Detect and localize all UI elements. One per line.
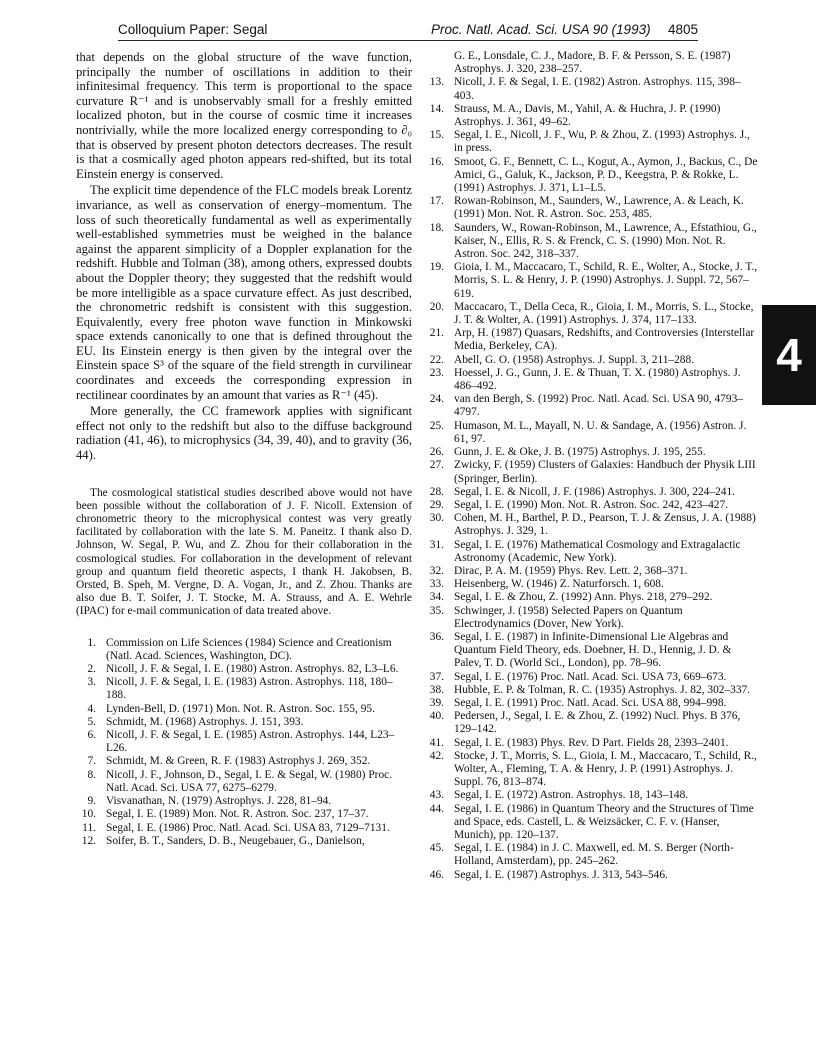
reference-text: Gunn, J. E. & Oke, J. B. (1975) Astrophys. J. 195, 255. <box>454 446 706 459</box>
reference-item <box>424 301 758 327</box>
journal-citation: Proc. Natl. Acad. Sci. USA 90 (1993) <box>430 22 651 37</box>
reference-text: Segal, I. E. & Nicoll, J. F. (1986) Astrophys. J. 300, 224–241. <box>454 485 735 498</box>
reference-number: 27. <box>429 459 444 472</box>
reference-number: 23. <box>429 366 444 379</box>
reference-text: G. E., Lonsdale, C. J., Madore, B. F. & Persson, S. E. (1987) Astrophys. J. 320, 238–257. <box>454 50 731 76</box>
reference-item <box>424 156 758 196</box>
reference-item <box>76 795 412 808</box>
body-paragraph-1: that depends on the global structure of the wave function, principally the number of oscillations in addition to their infinitesimal frequency. This term is proportional to the space curvature R⁻¹ and is unobservably small for a freshly emitted localized photon, but in the course of cosmic time it increases nontrivially, while the more localized energy corresponding to ∂₀ that is observed by present photon detectors decreases. The result is that a cosmically aged photon appears red-shifted, but its total Einstein energy is conserved. <box>76 50 412 181</box>
reference-text: Nicoll, J. F. & Segal, I. E. (1980) Astron. Astrophys. 82, L3–L6. <box>106 663 399 676</box>
reference-text: Soifer, B. T., Sanders, D. B., Neugebauer, G., Danielson, <box>106 834 365 847</box>
reference-item <box>424 50 758 76</box>
reference-number: 34. <box>429 591 444 604</box>
reference-text: Hubble, E. P. & Tolman, R. C. (1935) Astrophys. J. 82, 302–337. <box>454 683 751 696</box>
reference-item <box>424 578 758 591</box>
reference-number: 35. <box>429 604 444 617</box>
reference-item <box>424 789 758 802</box>
reference-number: 41. <box>429 736 444 749</box>
reference-item <box>76 769 412 795</box>
reference-text: Nicoll, J. F. & Segal, I. E. (1985) Astron. Astrophys. 144, L23–L26. <box>106 729 395 755</box>
reference-item <box>424 842 758 868</box>
reference-text: Nicoll, J. F. & Segal, I. E. (1983) Astron. Astrophys. 118, 180–188. <box>106 676 393 702</box>
reference-number: 17. <box>429 195 444 208</box>
reference-item <box>424 261 758 301</box>
reference-text: Segal, I. E. (1976) Proc. Natl. Acad. Sci. USA 73, 669–673. <box>454 670 727 683</box>
body-paragraph-2: The explicit time dependence of the FLC models break Lorentz invariance, as well as conservation of energy–momentum. The loss of such theoretically fundamental as well as experimentally well-established symmetries must be weighed in the balance against the apparent simplicity of a Doppler explanation for the redshift. Hubble and Tolman (38), among others, expressed doubts about the Doppler theory; they suggested that the redshift would be more intelligible as a space curvature effect. As just described, the chronometric redshift is consistent with this suggestion. Equivalently, every free photon wave function in Minkowski space extends canonically to one that is defined throughout the EU. Its Einstein energy is then given by the integral over the Einstein space S³ of the square of the field strength in curvilinear coordinates and exceeds the corresponding expression in rectilinear coordinates by an amount that varies as R⁻¹ (45). <box>76 183 412 402</box>
reference-text: Rowan-Robinson, M., Saunders, W., Lawrence, A. & Leach, K. (1991) Mon. Not. R. Astron. Soc. 253, 485. <box>454 195 744 221</box>
reference-item <box>76 822 412 835</box>
reference-text: Abell, G. O. (1958) Astrophys. J. Suppl. 3, 211–288. <box>454 353 695 366</box>
header-title: Colloquium Paper: Segal <box>118 22 268 37</box>
reference-text: Segal, I. E. (1986) in Quantum Theory and the Structures of Time and Space, eds. Castell, L. & Weizsäcker, C. F. v. (Hanser, Munich), pp. 120–137. <box>454 802 754 841</box>
reference-text: Segal, I. E. (1983) Phys. Rev. D Part. Fields 28, 2393–2401. <box>454 736 729 749</box>
reference-text: Pedersen, J., Segal, I. E. & Zhou, Z. (1992) Nucl. Phys. B 376, 129–142. <box>454 710 741 736</box>
reference-item <box>76 703 412 716</box>
reference-text: Lynden-Bell, D. (1971) Mon. Not. R. Astron. Soc. 155, 95. <box>106 702 375 715</box>
left-column <box>76 50 412 848</box>
reference-item <box>424 631 758 671</box>
section-tab: 4 <box>762 305 816 405</box>
reference-number: 43. <box>429 789 444 802</box>
reference-item <box>424 459 758 485</box>
reference-text: Schmidt, M. & Green, R. F. (1983) Astrophys J. 269, 352. <box>106 755 371 768</box>
reference-item <box>424 103 758 129</box>
reference-item <box>424 446 758 459</box>
reference-text: Segal, I. E. (1984) in J. C. Maxwell, ed. M. S. Berger (North-Holland, Amsterdam), pp. 245–262. <box>454 842 734 868</box>
reference-number: 32. <box>429 564 444 577</box>
reference-text: Segal, I. E. (1989) Mon. Not. R. Astron. Soc. 237, 17–37. <box>106 808 369 821</box>
reference-number: 26. <box>429 446 444 459</box>
reference-item <box>76 755 412 768</box>
reference-item <box>424 710 758 736</box>
reference-number: 12. <box>81 834 96 847</box>
reference-item <box>424 697 758 710</box>
reference-text: Commission on Life Sciences (1984) Science and Creationism (Natl. Acad. Sciences, Washington, DC). <box>106 636 392 662</box>
reference-text: Zwicky, F. (1959) Clusters of Galaxies: Handbuch der Physik LIII (Springer, Berlin). <box>454 459 756 485</box>
reference-number: 3. <box>87 676 96 689</box>
reference-list-right <box>424 50 758 882</box>
reference-text: Gioia, I. M., Maccacaro, T., Schild, R. E., Wolter, A., Stocke, J. T., Morris, S. L. & Henry, J. P. (1990) Astrophys. J. Suppl. 72, 567–619. <box>454 261 758 300</box>
reference-number: 18. <box>429 221 444 234</box>
reference-number: 5. <box>87 715 96 728</box>
reference-number: 1. <box>87 636 96 649</box>
reference-text: Arp, H. (1987) Quasars, Redshifts, and Controversies (Interstellar Media, Berkeley, CA). <box>454 327 755 353</box>
reference-number: 10. <box>81 808 96 821</box>
reference-number: 37. <box>429 670 444 683</box>
reference-number: 38. <box>429 683 444 696</box>
reference-text: Segal, I. E. (1987) in Infinite-Dimensional Lie Algebras and Quantum Field Theory, eds. Doebner, H. D., Hennig, J. D. & Palev, T. D. (World Sci., London), pp. 78–96. <box>454 630 732 670</box>
reference-number: 33. <box>429 578 444 591</box>
reference-text: Schwinger, J. (1958) Selected Papers on Quantum Electrodynamics (Dover, New York). <box>454 604 683 630</box>
reference-item <box>76 663 412 676</box>
reference-item <box>424 367 758 393</box>
reference-item <box>76 729 412 755</box>
reference-number: 29. <box>429 498 444 511</box>
reference-text: Cohen, M. H., Barthel, P. D., Pearson, T. J. & Zensus, J. A. (1988) Astrophys. J. 329, 1. <box>454 512 756 538</box>
reference-item <box>76 637 412 663</box>
reference-item <box>424 671 758 684</box>
reference-number: 45. <box>429 842 444 855</box>
reference-text: Smoot, G. F., Bennett, C. L., Kogut, A., Aymon, J., Backus, C., De Amici, G., Galuk, K., Jackson, P. D., Keegstra, P. & Rokke, L. (1991) Astrophys. J. 371, L1–L5. <box>454 155 758 195</box>
reference-item <box>424 195 758 221</box>
reference-text: Strauss, M. A., Davis, M., Yahil, A. & Huchra, J. P. (1990) Astrophys. J. 361, 49–62. <box>454 102 721 129</box>
reference-text: Hoessel, J. G., Gunn, J. E. & Thuan, T. X. (1980) Astrophys. J. 486–492. <box>454 366 741 393</box>
page-number: 4805 <box>667 22 698 37</box>
reference-item <box>424 393 758 419</box>
reference-text: Segal, I. E. (1990) Mon. Not. R. Astron. Soc. 242, 423–427. <box>454 498 728 511</box>
reference-item <box>76 716 412 729</box>
reference-text: Segal, I. E. (1991) Proc. Natl. Acad. Sci. USA 88, 994–998. <box>454 696 727 709</box>
reference-text: Segal, I. E. (1986) Proc. Natl. Acad. Sci. USA 83, 7129–7131. <box>106 821 390 834</box>
reference-number: 39. <box>429 696 444 709</box>
reference-item <box>76 808 412 821</box>
reference-number: 9. <box>87 795 96 808</box>
reference-item <box>424 565 758 578</box>
reference-number: 25. <box>429 419 444 432</box>
reference-item <box>76 676 412 702</box>
reference-item <box>424 737 758 750</box>
reference-number: 20. <box>429 300 444 313</box>
running-header <box>118 22 698 41</box>
reference-text: Stocke, J. T., Morris, S. L., Gioia, I. M., Maccacaro, T., Schild, R., Wolter, A., Fleming, T. A. & Henry, J. P. (1991) Astrophys. J. Suppl. 76, 813–874. <box>454 749 757 789</box>
reference-text: Visvanathan, N. (1979) Astrophys. J. 228, 81–94. <box>106 795 332 808</box>
right-column <box>424 50 758 882</box>
reference-number: 40. <box>429 710 444 723</box>
reference-number: 31. <box>429 538 444 551</box>
reference-text: Segal, I. E. (1987) Astrophys. J. 313, 543–546. <box>454 868 668 881</box>
reference-text: Schmidt, M. (1968) Astrophys. J. 151, 393. <box>106 715 304 728</box>
reference-list-left <box>76 637 412 848</box>
reference-item <box>424 512 758 538</box>
reference-item <box>424 129 758 155</box>
reference-number: 11. <box>82 821 96 834</box>
reference-text: Dirac, P. A. M. (1959) Phys. Rev. Lett. 2, 368–371. <box>454 564 688 577</box>
reference-number: 8. <box>87 768 96 781</box>
reference-number: 21. <box>429 327 444 340</box>
reference-text: Nicoll, J. F., Johnson, D., Segal, I. E. & Segal, W. (1980) Proc. Natl. Acad. Sci. USA 77, 6275–6279. <box>106 768 393 794</box>
reference-number: 6. <box>87 729 96 742</box>
reference-text: van den Bergh, S. (1992) Proc. Natl. Acad. Sci. USA 90, 4793–4797. <box>454 393 743 419</box>
reference-number: 14. <box>429 102 444 115</box>
reference-number: 36. <box>429 630 444 643</box>
reference-item <box>424 605 758 631</box>
reference-item <box>424 499 758 512</box>
reference-item <box>424 684 758 697</box>
reference-text: Maccacaro, T., Della Ceca, R., Gioia, I. M., Morris, S. L., Stocke, J. T. & Wolter, A. (1991) Astrophys. J. 374, 117–133. <box>454 300 754 327</box>
reference-number: 30. <box>429 512 444 525</box>
reference-text: Saunders, W., Rowan-Robinson, M., Lawrence, A., Efstathiou, G., Kaiser, N., Ellis, R. S. & Frenck, C. S. (1990) Mon. Not. R. Astron. Soc. 242, 318–337. <box>454 221 757 261</box>
reference-number: 42. <box>429 749 444 762</box>
reference-number: 4. <box>87 702 96 715</box>
reference-number: 13. <box>429 76 444 89</box>
reference-text: Humason, M. L., Mayall, N. U. & Sandage, A. (1956) Astron. J. 61, 97. <box>454 419 747 445</box>
reference-item <box>76 835 412 848</box>
reference-item <box>424 486 758 499</box>
reference-text: Heisenberg, W. (1946) Z. Naturforsch. 1, 608. <box>454 578 664 591</box>
reference-number: 44. <box>429 802 444 815</box>
reference-item <box>424 803 758 843</box>
reference-number: 24. <box>429 393 444 406</box>
reference-number: 22. <box>429 353 444 366</box>
reference-item <box>424 591 758 604</box>
acknowledgments: The cosmological statistical studies described above would not have been possible without the collaboration of J. F. Nicoll. Extension of chronometric theory to the microphysical contest was very greatly facilitated by collaboration with the late S. M. Paneitz. I thank also D. Johnson, W. Segal, P. Wu, and Z. Zhou for their collaboration in the cosmological studies. For collaboration in the development of relevant group and quantum field theoretic aspects, I thank H. Jakobsen, B. Orsted, B. Speh, M. Vergne, D. A. Vogan, Jr., and Z. Zhou. Thanks are also due B. T. Soifer, J. T. Stocke, M. A. Strauss, and A. E. Wehrle (IPAC) for e-mail communication of data treated above. <box>76 486 412 618</box>
reference-text: Segal, I. E. (1972) Astron. Astrophys. 18, 143–148. <box>454 789 689 802</box>
reference-item <box>424 354 758 367</box>
reference-text: Nicoll, J. F. & Segal, I. E. (1982) Astron. Astrophys. 115, 398–403. <box>454 76 741 102</box>
reference-item <box>424 327 758 353</box>
reference-item <box>424 222 758 262</box>
reference-item <box>424 420 758 446</box>
reference-text: Segal, I. E., Nicoll, J. F., Wu, P. & Zhou, Z. (1993) Astrophys. J., in press. <box>454 129 750 155</box>
reference-number: 46. <box>429 868 444 881</box>
header-right <box>431 22 698 38</box>
reference-text: Segal, I. E. & Zhou, Z. (1992) Ann. Phys. 218, 279–292. <box>454 591 713 604</box>
reference-item <box>424 869 758 882</box>
reference-number: 15. <box>429 129 444 142</box>
reference-number: 19. <box>429 261 444 274</box>
reference-item <box>424 750 758 790</box>
body-paragraph-3: More generally, the CC framework applies with significant effect not only to the redshift but also to the diffuse background radiation (41, 46), to microphysics (34, 39, 40), and to gravity (36, 44). <box>76 404 412 463</box>
reference-item <box>424 76 758 102</box>
reference-text: Segal, I. E. (1976) Mathematical Cosmology and Extragalactic Astronomy (Academic, New York). <box>454 538 741 564</box>
reference-number: 28. <box>429 485 444 498</box>
reference-number: 16. <box>429 155 444 168</box>
reference-number: 7. <box>87 755 96 768</box>
reference-number: 2. <box>87 663 96 676</box>
reference-item <box>424 539 758 565</box>
